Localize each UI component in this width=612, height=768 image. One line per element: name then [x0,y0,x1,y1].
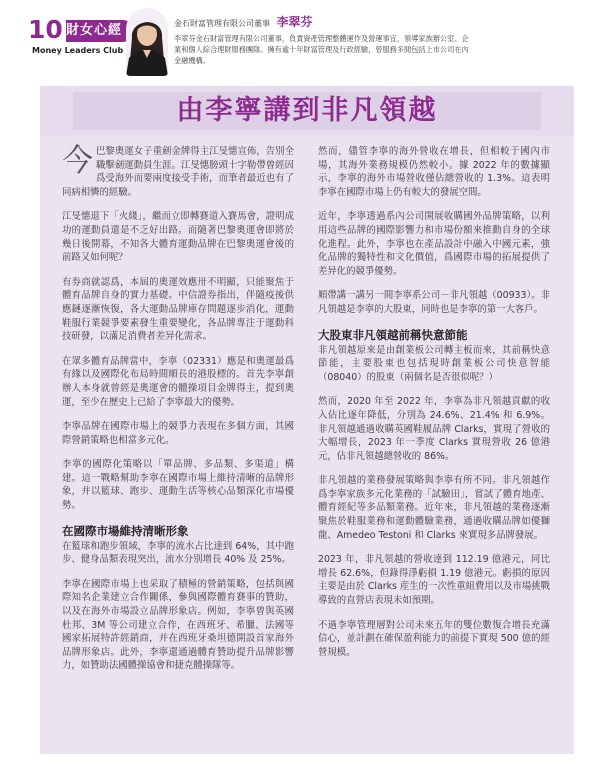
paragraph-text: 順帶講一講另一間李寧系公司－非凡領越（00933）。非凡領越是李寧的大股東，同時也是李寧的第一大客戶。 [318,290,550,315]
paragraph-text: 然而，2020 年至 2022 年，李寧為非凡領越貢獻的收入佔比逐年降低，分別為 24.6%、21.4% 和 6.9%。非凡領越通過收購英國鞋履品牌 Clarks，實現了營收的大幅增長，2023 年一季度 Clarks 實現營收 26 億港元，佔非凡領越總營收的 86%。 [318,396,550,462]
paragraph-text: 李寧在國際市場上也采取了積極的營銷策略，包括與國際知名企業建立合作關係，參與國際體育賽事的贊助，以及在海外市場設立品牌形象店。例如，李寧曾與英國杜邦、3M 等公司建立合作，在西班牙、希臘、法國等國家拓展特許經銷商，并在西班牙桑坦德開設首家海外品牌形象店。此外，李寧還通過體育贊助提升品牌影響力，如贊助法國體操協會和捷克體操隊等。 [62,578,294,672]
paragraph-text: 在籃球和跑步領域，李寧的流水占比達到 64%，其中跑步、健身品類表現突出，流水分別增長 40% 及 25%。 [62,540,294,566]
article-paragraph [62,420,294,447]
paragraph-text: 近年，李寧透過系內公司開展收購國外品牌策略，以利用這些品牌的國際影響力和市場份額來推動自身的全球化進程。此外，李寧也在產品設計中融入中國元素，強化品牌的獨特性和文化價值，爲國際市場的拓展提供了差异化的競爭優勢。 [318,211,550,277]
paragraph-text: 巴黎奧運女子重劍金牌得主江旻憓宣佈，告別全職擊劍運動員生涯。江旻憓膀頭十字勒帶曾經因爲受海外而要兩度接受手術，而筆者最近也有了同病相憐的經驗。 [62,146,294,198]
section-heading-text: 在國際市場維持清晰形象 [62,523,189,538]
paragraph-text: 李寧的國際化策略以「單品牌、多品類、多渠道」構建。這一戰略幫助李寧在國際市場上維持清晰的品牌形象，并以籃球、跑步、運動生活等核心品類深化市場優勢。 [62,459,294,512]
article-paragraph [62,276,294,344]
article-paragraph [62,355,294,409]
author-name: 李翠芬 [276,15,313,29]
paragraph-text: 有券商就認爲，本屆的奧運效應卅不明顯，只能聚焦于體育品牌自身的實力基礎。中信證券指出，伴隨疫後供應鏈逐漸恢復，各大運動品牌庫存問題逐步消化，運動鞋服行業競爭要素發生重要變化，各品牌專注于運動科技研發，以滿足消費者差异化需求。 [62,276,294,343]
article-paragraph [62,540,294,567]
paragraph-text: 非凡領越的業務發展策略與李寧有所不同。非凡領越作爲李寧家族多元化業務的「試驗田」，嘗試了體育地產、體育經紀等多品類業務。近年來，非凡領越的業務逐漸聚焦於鞋服業務和運動體驗業務，通過收購品牌如優獅龍、Amedeo Testoni 和 Clarks 來實現多品牌發展。 [318,475,550,541]
article-paragraph [318,619,550,660]
article-paragraph [318,210,550,278]
author-role: 金石財富管理有限公司董事 [174,19,270,28]
author-bio: 李翠芬金石財富管理有限公司董事，負責資產管理整體運作及營運事宜，領導家族辦公室、企業和個人綜合理財服務團隊。擁有逾十年財富管理及行政經驗，曾服務多間包括上市公司在內金融機構。 [174,34,469,65]
author-byline [174,16,313,30]
article-paragraph [62,578,294,673]
article-paragraph [318,289,550,316]
column-name: 財女心經 [66,23,123,38]
article-title: 由李寧講到非凡領越 [176,95,438,126]
section-heading [62,524,294,539]
paragraph-text: 不過李寧管理層對公司未來五年的雙位數復合增長充滿信心，並計劃在確保盈利能力的前提下實現 500 億的經營規模。 [318,619,550,658]
section-heading [318,328,550,343]
article-paragraph [62,458,294,512]
paragraph-text: 李寧品牌在國際市場上的競爭力表現在多個方面，其國際營銷策略也相當多元化。 [62,421,294,446]
article-right-column [318,145,550,670]
page-header [0,0,612,80]
dropcap: 今 [62,143,93,179]
article-paragraph [318,474,550,542]
article-paragraph [318,553,550,607]
page-number: 10 [26,15,66,45]
article-paragraph [62,145,294,199]
paragraph-text: 然而，儘管李寧的海外營收在增長，但相較于國內市場，其海外業務規模仍然較小。據 2022 年的數據顯示，李寧的海外市場營收僅佔總營收的 1.3%。這表明李寧在國際市場上仍有較大的發展空間。 [318,146,550,198]
article-paragraph [318,344,550,385]
paragraph-text: 2023 年，非凡領越的營收達到 112.19 億港元，同比增長 62.6%，但錄得淨虧損 1.19 億港元。虧損的原因主要是由於 Clarks 産生的一次性重組費用以及市場挑戰導致的直營店表現未如預期。 [318,554,550,607]
article-left-column [62,145,294,684]
article-paragraph [62,210,294,264]
section-heading-text: 大股東非凡領越前稱快意節能 [318,327,468,342]
author-photo [126,8,168,76]
club-name-en: Money Leaders Club [32,46,124,55]
article-paragraph [318,395,550,463]
paragraph-text: 江旻憓退下「火綫」，繼而立即轉賽道入賽馬會，證明成功的運動員還是不乏好出路。而隨著巴黎奧運會即將於幾日後開幕，不知各大體育運動品牌在巴黎奧運會後的前路又如何呢？ [62,211,294,264]
paragraph-text: 在眾多體育品牌當中，李寧（02331）應是和奧運最爲有緣以及國際化布局時間順長的港股標的。首先李寧創辦人本身就曾經是奧運會的體操項目金牌得主，提到奧運，至少在歷史上已給了李寧最大的優勢。 [62,355,294,408]
paragraph-text: 非凡領越原來是由創業板公司轉主板而來，其前稱快意節能，主要股東也包括現時創業板公司快意智能（08040）的股東（兩個名是否很似呢？） [318,344,550,383]
article-paragraph [318,145,550,199]
